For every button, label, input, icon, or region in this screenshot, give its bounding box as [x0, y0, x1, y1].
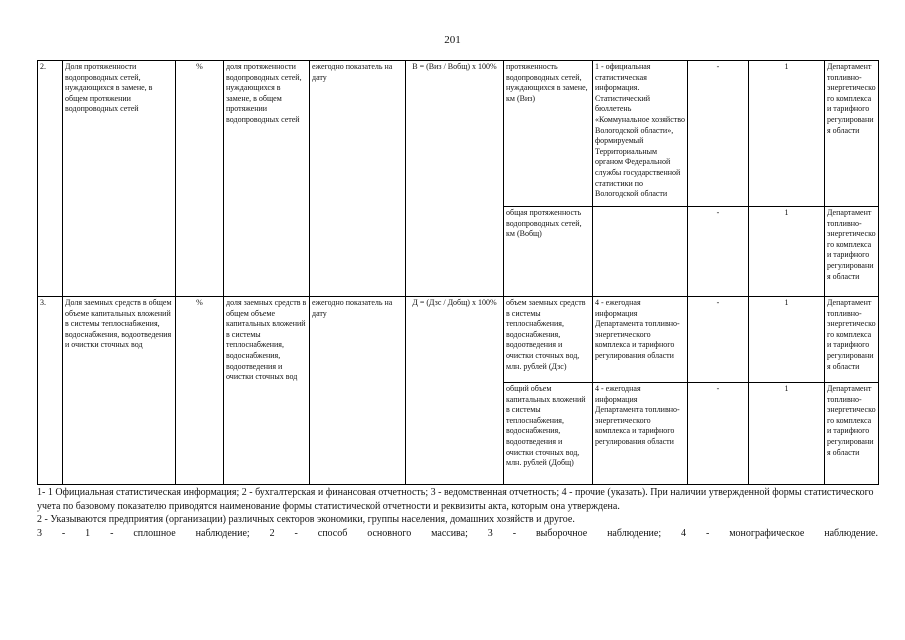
- row-number: 3.: [38, 297, 63, 485]
- footnote-2: 2 - Указываются предприятия (организации) различных секторов экономики, группы населения, домашних хозяйств и другое.: [37, 514, 575, 525]
- observation-method-cell: 1: [749, 207, 825, 297]
- table-row: [38, 61, 879, 207]
- unit-cell: %: [176, 297, 224, 485]
- collection-method-cell: 4 - ежегодная информация Департамента топливно-энергетического комплекса и тарифного регулирования области: [593, 297, 688, 383]
- base-indicator-cell: общая протяженность водопроводных сетей, км (Вобщ): [504, 207, 593, 297]
- observation-unit-cell: -: [688, 297, 749, 383]
- collection-method-cell: 1 - официальная статистическая информация. Статистический бюллетень «Коммунальное хозяйство Вологодской области», формируемый Территориальным органом Федеральной службы государственной статистики по Вологодской области: [593, 61, 688, 207]
- periodicity-cell: ежегодно показатель на дату: [310, 297, 406, 485]
- observation-unit-cell: -: [688, 61, 749, 207]
- indicator-name: Доля протяженности водопроводных сетей, нуждающихся в замене, в общем протяжении водопроводных сетей: [63, 61, 176, 297]
- formula-cell: Д = (Дзс / Добщ) х 100%: [406, 297, 504, 485]
- base-indicator-cell: протяженность водопроводных сетей, нуждающихся в замене, км (Виз): [504, 61, 593, 207]
- observation-method-cell: 1: [749, 61, 825, 207]
- row-number: 2.: [38, 61, 63, 297]
- definition-cell: доля заемных средств в общем объеме капитальных вложений в системы теплоснабжения, водоснабжения, водоотведения и очистки сточных вод: [224, 297, 310, 485]
- footnotes: [37, 486, 878, 540]
- responsible-cell: Департамент топливно-энергетического комплекса и тарифного регулирования области: [825, 207, 879, 297]
- page-number: 201: [444, 34, 461, 46]
- periodicity-cell: ежегодно показатель на дату: [310, 61, 406, 297]
- observation-method-cell: 1: [749, 383, 825, 485]
- unit-cell: %: [176, 61, 224, 297]
- footnote-3: 3 - 1 - сплошное наблюдение; 2 - способ основного массива; 3 - выборочное наблюдение; 4 - монографическое наблюдение.: [37, 527, 878, 539]
- observation-unit-cell: -: [688, 383, 749, 485]
- footnote-1: 1- 1 Официальная статистическая информация; 2 - бухгалтерская и финансовая отчетность; 3 - ведомственная отчетность; 4 - прочие (указать). При наличии утвержденной формы статистического учета по базовому показателю приводятся наименование формы статистической отчетности и реквизиты акта, которым она утверждена.: [37, 487, 874, 512]
- base-indicator-cell: общий объем капитальных вложений в системы теплоснабжения, водоснабжения, водоотведения и очистки сточных вод, млн. рублей (Добщ): [504, 383, 593, 485]
- responsible-cell: Департамент топливно-энергетического комплекса и тарифного регулирования области: [825, 297, 879, 383]
- indicators-table: [37, 60, 879, 485]
- responsible-cell: Департамент топливно-энергетического комплекса и тарифного регулирования области: [825, 383, 879, 485]
- base-indicator-cell: объем заемных средств в системы теплоснабжения, водоснабжения, водоотведения и очистки сточных вод, млн. рублей (Дзс): [504, 297, 593, 383]
- collection-method-cell: [593, 207, 688, 297]
- indicator-name: Доля заемных средств в общем объеме капитальных вложений в системы теплоснабжения, водоснабжения, водоотведения и очистки сточных вод: [63, 297, 176, 485]
- table-row: [38, 297, 879, 383]
- formula-cell: В = (Виз / Вобщ) х 100%: [406, 61, 504, 297]
- collection-method-cell: 4 - ежегодная информация Департамента топливно-энергетического комплекса и тарифного регулирования области: [593, 383, 688, 485]
- definition-cell: доля протяженности водопроводных сетей, нуждающихся в замене, в общем протяжении водопроводных сетей: [224, 61, 310, 297]
- observation-method-cell: 1: [749, 297, 825, 383]
- observation-unit-cell: -: [688, 207, 749, 297]
- responsible-cell: Департамент топливно-энергетического комплекса и тарифного регулирования области: [825, 61, 879, 207]
